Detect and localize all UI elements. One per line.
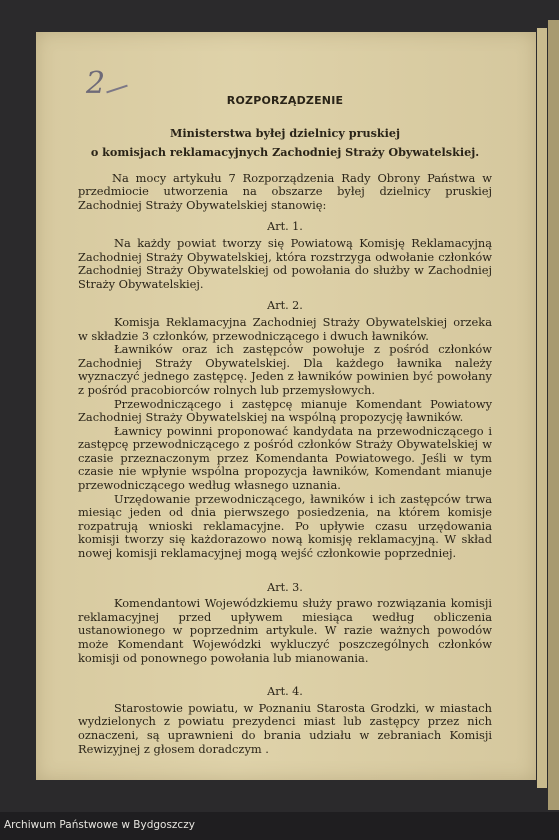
archive-footer bbox=[0, 812, 559, 840]
spacer bbox=[78, 561, 492, 573]
subtitle-line-2: o komisjach reklamacyjnych Zachodniej Straży Obywatelskiej. bbox=[90, 144, 480, 159]
article-2-paragraph-5: Urzędowanie przewodniczącego, ławników i ich zastępców trwa miesiąc jeden od dnia pierwszego posiedzenia, na którem komisje rozpatrują wnioski reklamacyjne. Po upływie czasu urzędowania komisji tworzy się każdorazowo nową komisję reklamacyjną. W skład nowej komisji reklamacyjnej mogą wejść członkowie poprzedniej. bbox=[78, 491, 492, 561]
intro-paragraph: Na mocy artykułu 7 Rozporządzenia Rady Obrony Państwa w przedmiocie utworzenia na obszarze byłej dzielnicy pruskiej Zachodniej Straży Obywatelskiej stanowię: bbox=[78, 170, 492, 212]
article-4-heading: Art. 4. bbox=[267, 685, 303, 699]
article-3-paragraph: Komendantowi Wojewódzkiemu służy prawo rozwiązania komisji reklamacyjnej przed upływem miesiąca według obliczenia ustanowionego w poprzednim artykule. W razie ważnych powodów może Komendant Wojewódzki wykluczyć poszczególnych członków komisji od ponownego powołania lub mianowania. bbox=[78, 596, 492, 665]
archive-label: Archiwum Państwowe w Bydgoszczy bbox=[4, 819, 195, 831]
article-3-heading: Art. 3. bbox=[267, 580, 303, 594]
article-2-paragraph-2: Ławników oraz ich zastępców powołuje z pośród członków Zachodniej Straży Obywatelskiej. Dla każdego ławnika należy wyznaczyć jednego zastępcę. Jeden z ławników powinien być powołany z pośród pracobiorców rolnych lub przemysłowych. bbox=[78, 342, 492, 397]
page-edge bbox=[537, 28, 547, 788]
article-2-paragraph-3: Przewodniczącego i zastępcę mianuje Komendant Powiatowy Zachodniej Straży Obywatelskiej na wspólną propozycję ławników. bbox=[78, 396, 492, 425]
document-text bbox=[78, 94, 492, 756]
handwritten-page-number: 2 bbox=[86, 66, 106, 101]
article-1-heading: Art. 1. bbox=[267, 220, 303, 234]
article-4-paragraph: Starostowie powiatu, w Poznaniu Starosta Grodzki, w miastach wydzielonych z powiatu prezydenci miast lub zastępcy przez nich oznaczeni, są uprawnieni do brania udziału w zebraniach Komisji Rewizyjnej z głosem doradczym . bbox=[78, 700, 492, 756]
subtitle-line-1: Ministerstwa byłej dzielnicy pruskiej bbox=[169, 125, 401, 140]
spacer bbox=[78, 665, 492, 677]
article-1-paragraph: Na każdy powiat tworzy się Powiatową Komisję Reklamacyjną Zachodniej Straży Obywatelskiej, która rozstrzyga odwołanie członków Zachodniej Straży Obywatelskiej od powołania do służby w Zachodniej Straży Obywatelskiej. bbox=[78, 235, 492, 291]
article-2-heading: Art. 2. bbox=[267, 299, 303, 313]
article-2-paragraph-1: Komisja Reklamacyjna Zachodniej Straży Obywatelskiej orzeka w składzie 3 członków, przewodniczącego i dwuch ławników. bbox=[78, 314, 492, 343]
page-edge-back bbox=[548, 20, 559, 810]
document-subtitle bbox=[78, 124, 492, 162]
article-2-paragraph-4: Ławnicy powinni proponować kandydata na przewodniczącego i zastępcę przewodniczącego z pośród członków Straży Obywatelskiej w czasie przeznaczonym przez Komendanta Powiatowego. Jeśli w tym czasie nie wpłynie wspólna propozycja ławników, Komendant mianuje przewodniczącego według własnego uznania. bbox=[78, 423, 492, 493]
document-title: ROZPORZĄDZENIE bbox=[226, 94, 344, 107]
